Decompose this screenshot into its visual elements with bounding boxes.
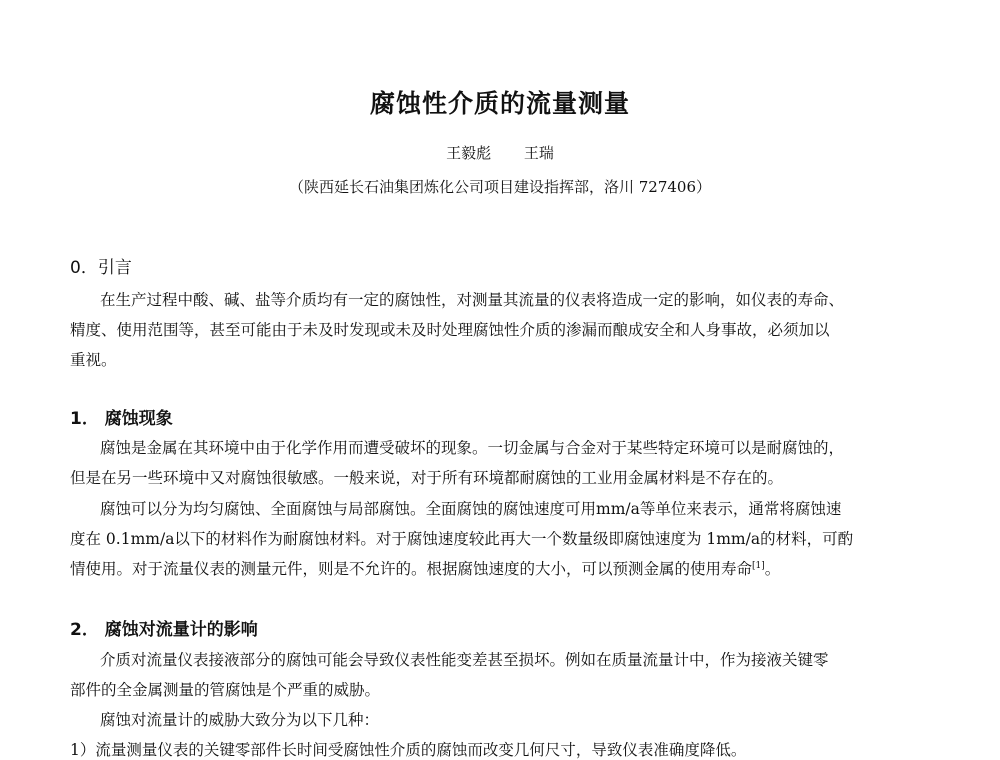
sec0-p1-line2: 精度、使用范围等，甚至可能由于未及时发现或未及时处理腐蚀性介质的渗漏而酿成安全和人身事故，必须加以 bbox=[70, 321, 830, 339]
sec1-p1-line2: 但是在另一些环境中又对腐蚀很敏感。一般来说，对于所有环境都耐腐蚀的工业用金属材料是不存在的。 bbox=[70, 469, 784, 487]
sec1-p1-line1: 腐蚀是金属在其环境中由于化学作用而遭受破坏的现象。一切金属与合金对于某些特定环境可以是耐腐蚀的， bbox=[100, 439, 845, 457]
sec2-p1-line1: 介质对流量仪表接液部分的腐蚀可能会导致仪表性能变差甚至损坏。例如在质量流量计中，作为接液关键零 bbox=[100, 651, 829, 669]
sec1-p2-line2: 度在 0.1mm/a以下的材料作为耐腐蚀材料。对于腐蚀速度较此再大一个数量级即腐蚀速度为 1mm/a的材料，可酌 bbox=[70, 530, 854, 548]
section-2-heading: 2． 腐蚀对流量计的影响 bbox=[70, 620, 258, 640]
authors bbox=[0, 142, 1000, 163]
author-2: 王瑞 bbox=[523, 144, 554, 162]
sec2-item-1: 1）流量测量仪表的关键零部件长时间受腐蚀性介质的腐蚀而改变几何尺寸，导致仪表准确度降低。 bbox=[70, 741, 747, 759]
sec1-p2-line3-text: 情使用。对于流量仪表的测量元件，则是不允许的。根据腐蚀速度的大小，可以预测金属的使用寿命 bbox=[70, 560, 753, 578]
sec2-p1-line2: 部件的全金属测量的管腐蚀是个严重的威胁。 bbox=[70, 681, 381, 699]
sec2-p2-line1: 腐蚀对流量计的威胁大致分为以下几种： bbox=[100, 711, 380, 729]
sec1-p2-line3 bbox=[70, 557, 940, 579]
section-1-heading: 1． 腐蚀现象 bbox=[70, 409, 173, 429]
affiliation: （陕西延长石油集团炼化公司项目建设指挥部，洛川 727406） bbox=[288, 178, 712, 196]
sec0-p1-line1: 在生产过程中酸、碱、盐等介质均有一定的腐蚀性，对测量其流量的仪表将造成一定的影响，如仪表的寿命、 bbox=[100, 291, 845, 309]
citation-ref-1[interactable]: [1] bbox=[752, 560, 765, 571]
author-1: 王毅彪 bbox=[446, 144, 492, 162]
sec0-p1-line3: 重视。 bbox=[70, 351, 117, 369]
sec1-p2-line1: 腐蚀可以分为均匀腐蚀、全面腐蚀与局部腐蚀。全面腐蚀的腐蚀速度可用mm/a等单位来表示，通常将腐蚀速 bbox=[100, 500, 842, 518]
paper-title: 腐蚀性介质的流量测量 bbox=[369, 89, 630, 118]
section-0-heading: 0．引言 bbox=[70, 258, 132, 278]
sec1-p2-line3-end: 。 bbox=[764, 560, 781, 578]
